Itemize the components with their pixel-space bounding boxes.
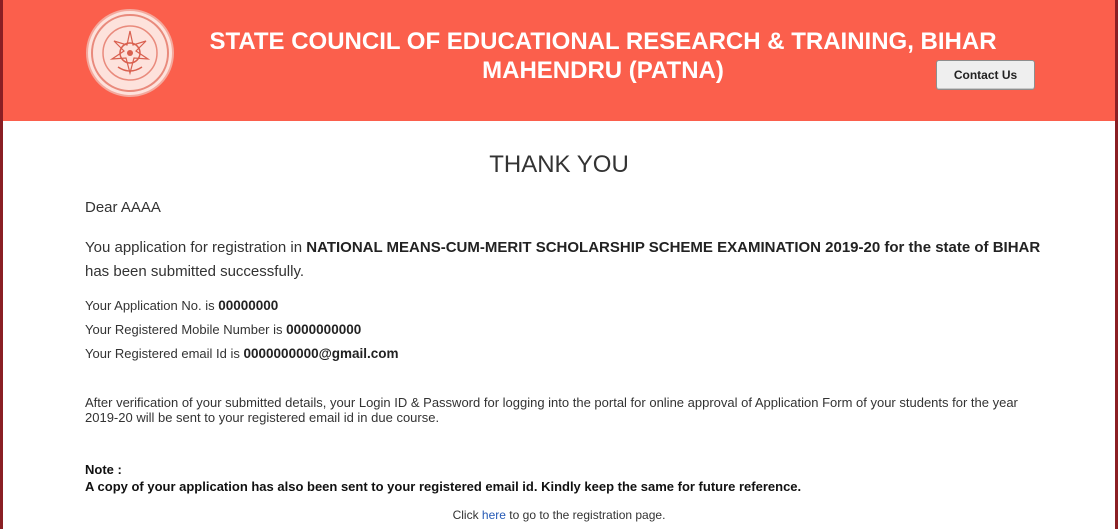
site-title [173, 27, 1033, 85]
registration-link-line [0, 508, 1118, 522]
click-suffix: to go to the registration page. [509, 508, 666, 522]
application-status-text [85, 236, 1045, 284]
email-label: Your Registered email Id is [85, 346, 240, 361]
mobile-number-value: 0000000000 [286, 322, 362, 337]
registration-page-link[interactable]: here [481, 508, 506, 522]
page-title: THANK YOU [489, 151, 629, 178]
site-header [3, 0, 1115, 121]
verification-info-text: After verification of your submitted details, your Login ID & Password for logging into the portal for online approval of Application Form of your students for the year 2019-20 will be sent to your registered email id in due course. [85, 395, 1018, 425]
note-text: A copy of your application has also been sent to your registered email id. Kindly keep the same for future reference. [85, 479, 802, 494]
site-title-line2: MAHENDRU (PATNA) [482, 57, 724, 84]
mobile-number-row [85, 322, 1045, 337]
note-label: Note : [85, 462, 122, 477]
application-number-row [85, 298, 1045, 313]
application-suffix: has been submitted successfully. [85, 263, 305, 280]
greeting-text: Dear AAAA [85, 199, 161, 216]
application-number-label: Your Application No. is [85, 298, 215, 313]
mobile-number-label: Your Registered Mobile Number is [85, 322, 283, 337]
exam-name: NATIONAL MEANS-CUM-MERIT SCHOLARSHIP SCHEME EXAMINATION 2019-20 for the state of BIHAR [306, 239, 1041, 256]
application-number-value: 00000000 [218, 298, 279, 313]
email-value: 0000000000@gmail.com [243, 346, 399, 361]
click-prefix: Click [452, 508, 479, 522]
contact-us-button[interactable]: Contact Us [936, 60, 1035, 90]
application-prefix: You application for registration in [85, 239, 303, 256]
scert-emblem-icon [86, 9, 174, 97]
email-row [85, 346, 1045, 361]
site-title-line1: STATE COUNCIL OF EDUCATIONAL RESEARCH & TRAINING, BIHAR [209, 28, 997, 55]
